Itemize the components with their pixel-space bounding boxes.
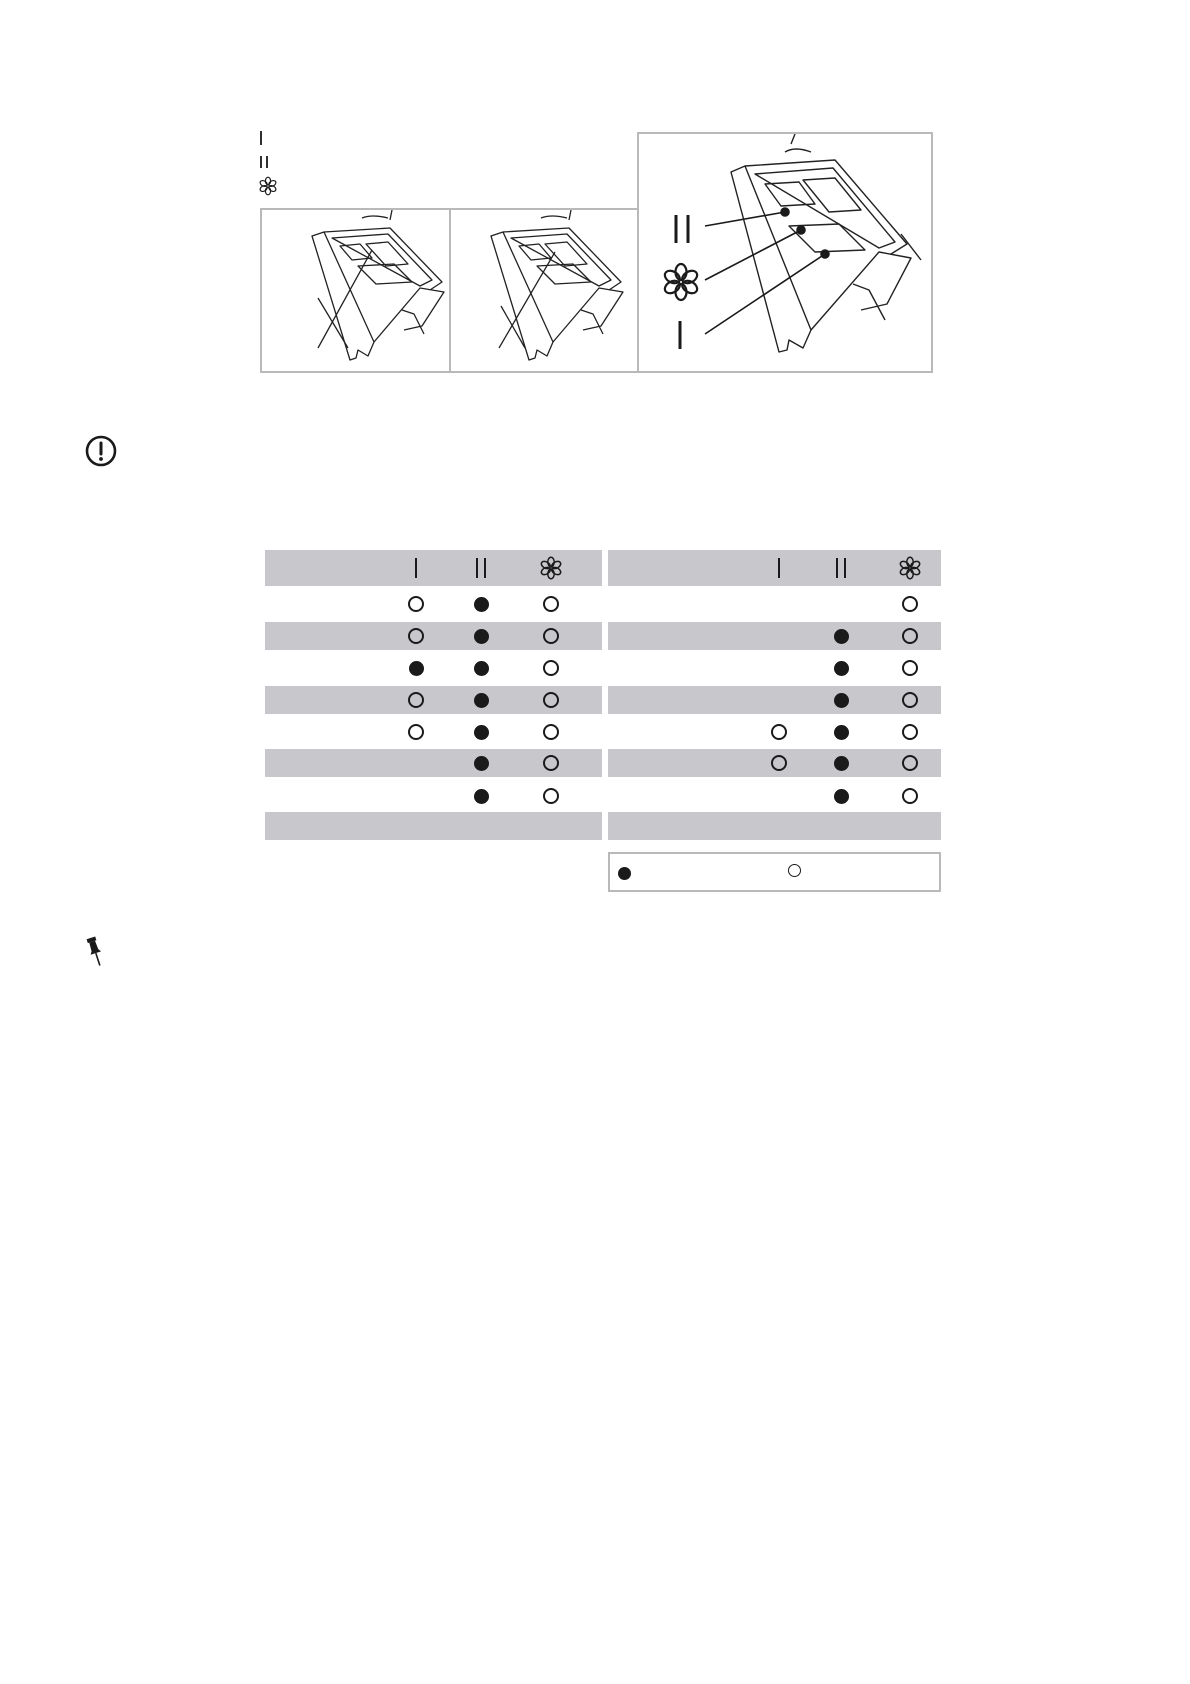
table-cell xyxy=(466,686,496,714)
table-header-cell xyxy=(536,550,566,586)
table-cell xyxy=(895,622,925,650)
table-cell xyxy=(826,780,856,812)
open-dot-icon xyxy=(543,755,559,771)
table-cell xyxy=(401,686,431,714)
callout-compartment-II xyxy=(669,212,697,246)
softener-flower-icon xyxy=(661,262,701,302)
filled-dot-icon xyxy=(474,756,489,771)
table-row xyxy=(265,622,602,650)
pushpin-icon xyxy=(84,935,108,969)
open-dot-icon xyxy=(902,628,918,644)
note-notice xyxy=(84,935,108,969)
compartment-I-icon xyxy=(774,556,784,580)
table-header-row xyxy=(265,550,602,586)
compartment-I-icon xyxy=(258,129,268,147)
table-header-cell xyxy=(826,550,856,586)
open-dot-icon xyxy=(543,788,559,804)
table-cell xyxy=(826,749,856,777)
table-cell xyxy=(826,622,856,650)
table-cell xyxy=(466,588,496,620)
table-row xyxy=(608,588,941,620)
key-full-dot xyxy=(616,865,632,881)
legend-item-softener xyxy=(258,176,282,196)
compartment-I-icon xyxy=(673,318,689,352)
detergent-drawer-drawing xyxy=(262,210,448,370)
table-cell xyxy=(895,780,925,812)
table-cell xyxy=(401,716,431,748)
callout-softener xyxy=(661,262,701,302)
table-cell xyxy=(895,686,925,714)
table-cell xyxy=(466,780,496,812)
filled-dot-icon xyxy=(474,725,489,740)
table-header-row xyxy=(608,550,941,586)
table-cell xyxy=(536,716,566,748)
drawer-illustration-compartments xyxy=(637,132,933,373)
table-row xyxy=(608,780,941,812)
open-dot-icon xyxy=(408,724,424,740)
table-cell xyxy=(826,716,856,748)
legend-item-compartment-I xyxy=(258,128,282,148)
table-row xyxy=(608,652,941,684)
table-header-cell xyxy=(764,550,794,586)
table-cell xyxy=(895,749,925,777)
table-cell xyxy=(764,749,794,777)
open-dot-icon xyxy=(902,660,918,676)
table-row xyxy=(608,716,941,748)
filled-dot-icon xyxy=(474,661,489,676)
open-dot-icon xyxy=(771,755,787,771)
open-dot-icon xyxy=(408,628,424,644)
open-dot-icon xyxy=(902,724,918,740)
compartment-I-icon xyxy=(411,556,421,580)
open-dot-icon xyxy=(543,596,559,612)
open-dot-icon xyxy=(543,628,559,644)
table-row xyxy=(265,652,602,684)
table-row xyxy=(265,749,602,777)
table-row xyxy=(608,812,941,840)
table-header-cell xyxy=(466,550,496,586)
table-cell xyxy=(466,652,496,684)
filled-dot-icon xyxy=(409,661,424,676)
filled-dot-icon xyxy=(474,693,489,708)
table-cell xyxy=(536,686,566,714)
table-cell xyxy=(401,622,431,650)
key-open-dot xyxy=(786,862,802,878)
filled-dot-icon xyxy=(474,597,489,612)
dosage-table-left xyxy=(265,550,602,840)
softener-flower-icon xyxy=(539,556,563,580)
softener-flower-icon xyxy=(898,556,922,580)
table-cell xyxy=(895,588,925,620)
open-dot-icon xyxy=(902,788,918,804)
table-cell xyxy=(536,588,566,620)
table-cell xyxy=(895,716,925,748)
table-cell xyxy=(466,716,496,748)
table-cell xyxy=(536,622,566,650)
warning-notice xyxy=(84,434,118,468)
table-row xyxy=(265,686,602,714)
table-row xyxy=(265,812,602,840)
table-row xyxy=(608,749,941,777)
compartment-II-icon xyxy=(669,212,697,246)
filled-dot-icon xyxy=(474,629,489,644)
filled-dot-icon xyxy=(834,756,849,771)
table-cell xyxy=(466,749,496,777)
compartment-II-icon xyxy=(833,556,849,580)
table-row xyxy=(608,622,941,650)
filled-dot-icon xyxy=(834,661,849,676)
table-row xyxy=(608,686,941,714)
compartment-II-icon xyxy=(258,153,272,171)
table-cell xyxy=(826,652,856,684)
table-cell xyxy=(826,686,856,714)
open-dot-icon xyxy=(408,596,424,612)
table-cell xyxy=(536,749,566,777)
open-dot-icon xyxy=(902,692,918,708)
filled-dot-icon xyxy=(834,789,849,804)
filled-dot-icon xyxy=(834,629,849,644)
filled-dot-icon xyxy=(834,693,849,708)
softener-flower-icon xyxy=(258,176,278,196)
table-header-cell xyxy=(401,550,431,586)
table-cell xyxy=(466,622,496,650)
detergent-drawer-drawing xyxy=(451,210,636,370)
open-dot-icon xyxy=(543,660,559,676)
drawer-illustration-2 xyxy=(449,208,639,373)
open-dot-icon xyxy=(902,596,918,612)
table-cell xyxy=(401,588,431,620)
table-cell xyxy=(401,652,431,684)
callout-compartment-I xyxy=(673,318,689,352)
drawer-illustration-1 xyxy=(260,208,451,373)
open-dot-icon xyxy=(771,724,787,740)
exclamation-circle-icon xyxy=(84,434,118,468)
open-dot-icon xyxy=(543,724,559,740)
table-cell xyxy=(536,780,566,812)
open-dot-icon xyxy=(902,755,918,771)
table-cell xyxy=(536,652,566,684)
compartment-II-icon xyxy=(473,556,489,580)
table-row xyxy=(265,780,602,812)
table-cell xyxy=(764,716,794,748)
symbol-key-box xyxy=(608,852,941,892)
table-row xyxy=(265,588,602,620)
table-row xyxy=(265,716,602,748)
table-cell xyxy=(895,652,925,684)
legend-item-compartment-II xyxy=(258,152,282,172)
filled-dot-icon xyxy=(834,725,849,740)
open-dot-icon xyxy=(543,692,559,708)
table-header-cell xyxy=(895,550,925,586)
dosage-table-right xyxy=(608,550,941,840)
open-dot-icon xyxy=(408,692,424,708)
filled-dot-icon xyxy=(474,789,489,804)
